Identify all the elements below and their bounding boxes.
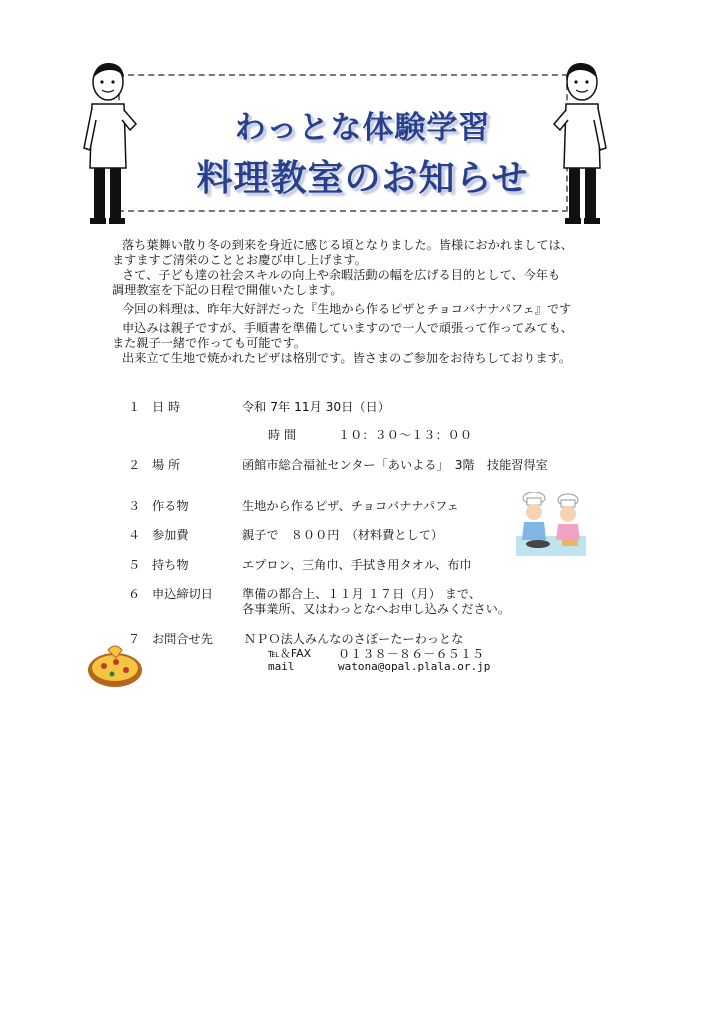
chefs-cooking-illustration — [516, 492, 586, 558]
item-4-number: ４ — [128, 528, 141, 542]
item-4-label: 参加費 — [152, 528, 189, 542]
item-2-number: ２ — [128, 458, 141, 472]
item-3-label: 作る物 — [152, 499, 189, 513]
item-2-value: 函館市総合福祉センター「あいよる」 3階 技能習得室 — [242, 458, 548, 472]
intro-p4-line2: また親子一緒で作っても可能です。 — [112, 336, 307, 350]
item-6-value-line2: 各事業所、又はわっとなへお申し込みください。 — [242, 602, 511, 616]
tel-fax-number: ０１３８－８６－６５１５ — [338, 647, 485, 661]
intro-p2-line2: 調理教室を下記の日程で開催いたします。 — [112, 283, 343, 297]
item-2-label: 場 所 — [152, 458, 181, 472]
intro-p1-line2: ますますご清栄のこととお慶び申し上げます。 — [112, 253, 367, 267]
mail-address: watona@opal.plala.or.jp — [338, 660, 491, 673]
page-title-line1: わっとな体験学習 — [234, 110, 491, 146]
intro-text — [112, 238, 573, 366]
item-7-number: ７ — [128, 632, 141, 646]
item-4-value: 親子で ８００円 （材料費として） — [242, 528, 444, 542]
item-5-number: ５ — [128, 558, 141, 572]
item-5-label: 持ち物 — [152, 558, 189, 572]
item-6-number: ６ — [128, 587, 141, 601]
page-title-line2: 料理教室のお知らせ — [196, 158, 529, 199]
item-7-value: ＮＰＯ法人みんなのさぽーたーわっとな — [244, 632, 464, 646]
intro-p5: 出来立て生地で焼かれたピザは格別です。皆さまのご参加をお待ちしております。 — [122, 351, 571, 365]
tel-fax-label: ℡＆FAX — [268, 647, 312, 660]
item-6-value: 準備の都合上、１１月 １７日（月） まで、 — [242, 587, 482, 601]
item-6-label: 申込締切日 — [152, 587, 213, 601]
time-label: 時 間 — [268, 428, 297, 442]
mail-label: mail — [268, 660, 295, 673]
item-3-value: 生地から作るピザ、チョコバナナパフェ — [242, 499, 459, 513]
time-value: １０：３０～１３：００ — [338, 428, 473, 442]
intro-p4-line1: 申込みは親子ですが、手順書を準備していますので一人で頑張って作ってみても、 — [122, 321, 573, 335]
intro-p3: 今回の料理は、昨年大好評だった『生地から作るピザとチョコバナナパフェ』です — [122, 302, 572, 316]
person-right-illustration — [550, 58, 610, 228]
intro-p2-line1: さて、子ども達の社会スキルの向上や余暇活動の幅を広げる目的として、今年も — [122, 268, 561, 282]
pizza-illustration — [86, 644, 144, 690]
item-5-value: エプロン、三角巾、手拭き用タオル、布巾 — [242, 558, 472, 572]
item-1-label: 日 時 — [152, 400, 181, 414]
intro-p1-line1: 落ち葉舞い散り冬の到来を身近に感じる頃となりました。皆様におかれましては、 — [122, 238, 573, 252]
item-1-number: １ — [128, 400, 141, 414]
item-1-value: 令和 7年 11月 30日（日） — [242, 400, 390, 414]
item-3-number: ３ — [128, 499, 141, 513]
person-left-illustration — [80, 58, 140, 228]
item-7-label: お問合せ先 — [152, 632, 213, 646]
